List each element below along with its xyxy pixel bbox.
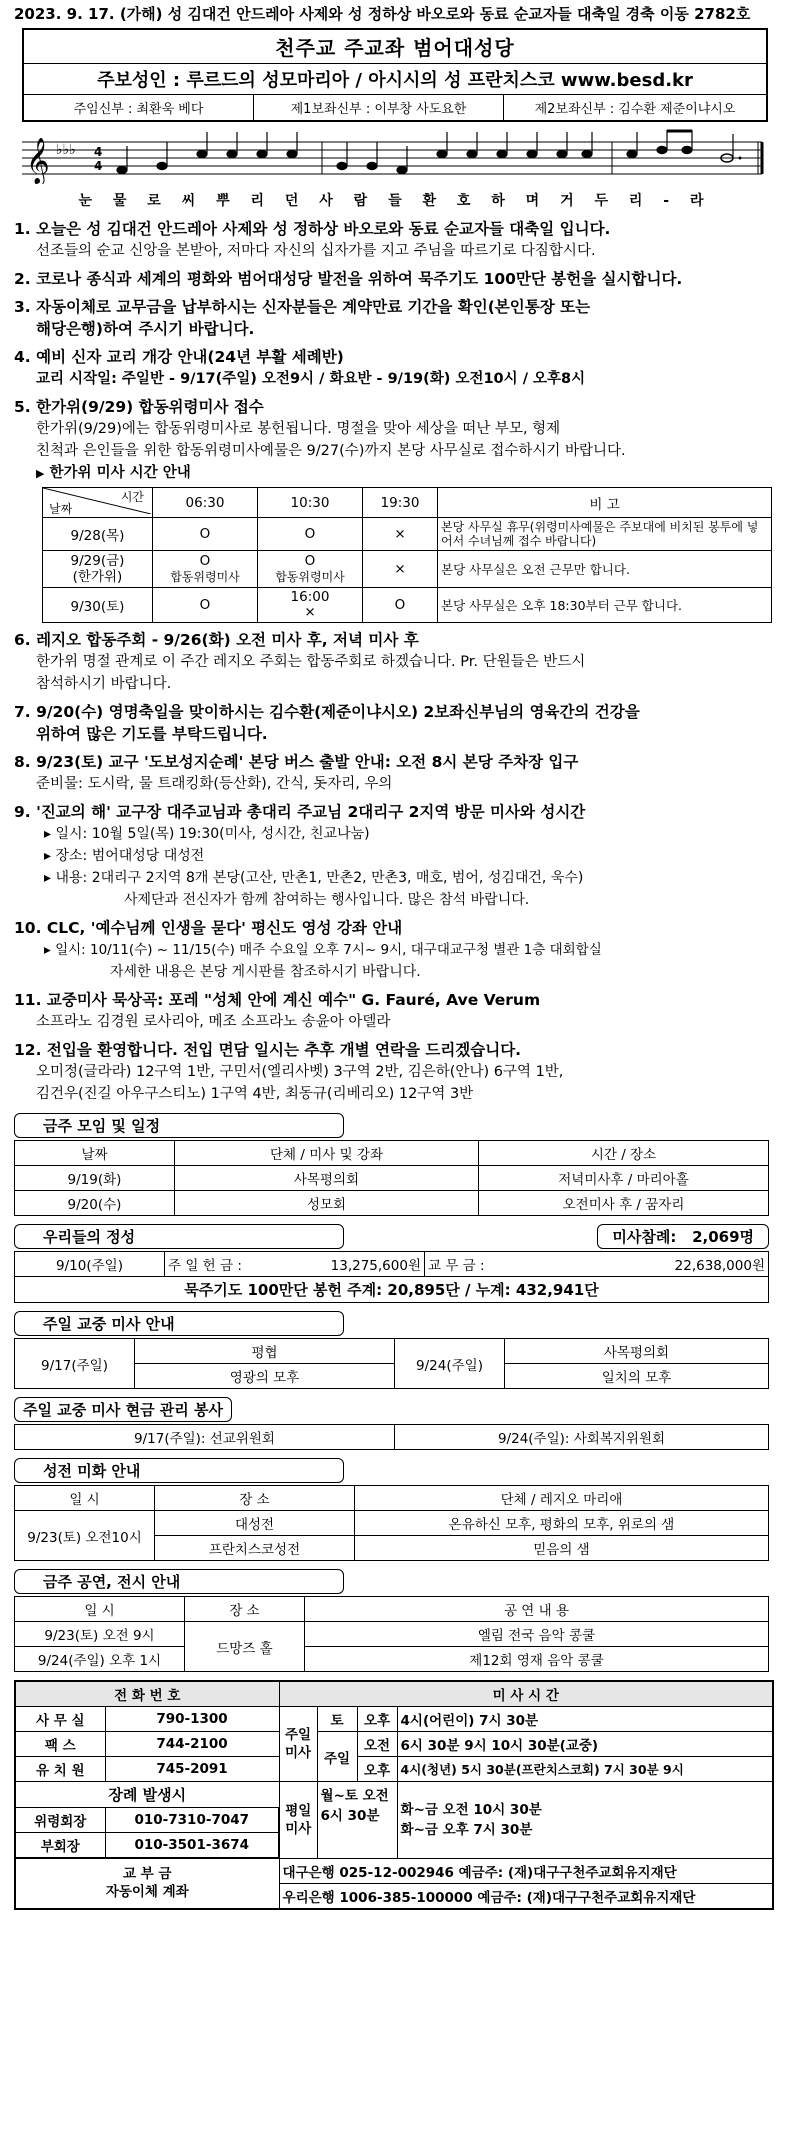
hymn-lyrics: 눈 물 로 씨 뿌 리 던 사 람 들 환 호 하 며 거 두 리 - 라 <box>78 193 712 209</box>
notice-title: CLC, '예수님께 인생을 묻다' 평신도 영성 강좌 안내 <box>46 919 403 937</box>
section-title: 주일 교중 미사 안내 <box>14 1311 344 1336</box>
notice-title: 코로나 종식과 세계의 평화와 범어대성당 발전을 위하여 묵주기도 100만단 봉헌을 실시합니다. <box>36 270 683 288</box>
notice-line: ▸ 일시: 10/11(수) ~ 11/15(수) 매주 수요일 오후 7시~ 9시, 대구대교구청 별관 1층 대회합실 <box>44 942 602 958</box>
bank-account: 대구은행 025-12-002946 예금주: (재)대구구천주교회유지재단 <box>279 1858 773 1883</box>
corner-cell: 시간 날짜 <box>43 488 153 518</box>
lector-section <box>14 1311 776 1389</box>
notice-body: 교리 시작일: 주일반 - 9/17(주일) 오전9시 / 화요반 - 9/19(화) 오전10시 / 오후8시 <box>36 371 586 387</box>
issue-line: 2023. 9. 17. (가해) 성 김대건 안드레아 사제와 성 정하상 바오로와 동료 순교자들 대축일 경축 이동 2782호 <box>14 5 751 23</box>
notice-title: 9/23(토) 교구 '도보성지순례' 본당 버스 출발 안내: 오전 8시 본당 주차장 입구 <box>36 753 579 771</box>
notice-10: 10. CLC, '예수님께 인생을 묻다' 평신도 영성 강좌 안내 ▸ 일시: 10/11(수) ~ 11/15(수) 매주 수요일 오후 7시~ 9시, 대구대교구청 별관 1층 대회합실 자세한 내용은 본당 게시판를 참조하시기 바랍니다. <box>14 917 776 983</box>
concert-table: 일 시 장 소 공 연 내 용 9/23(토) 오전 9시 드망즈 홀 엘림 전국 음악 콩쿨 9/24(주일) 오후 1시 제12회 영재 음악 콩쿨 <box>14 1596 769 1672</box>
notice-title-cont: 해당은행)하여 주시기 바랍니다. <box>36 320 255 338</box>
beautify-table: 일 시 장 소 단체 / 레지오 마리애 9/23(토) 오전10시 대성전 온유하신 모후, 평화의 모후, 위로의 샘 프란치스코성전 믿음의 샘 <box>14 1485 769 1561</box>
notice-body: 선조들의 순교 신앙을 본받아, 저마다 자신의 십자가를 지고 주님을 따르기로 다짐합시다. <box>36 243 596 259</box>
notice-line: ▸ 장소: 범어대성당 대성전 <box>44 848 205 864</box>
cash-section <box>14 1397 776 1450</box>
assistant-priest-2: 제2보좌신부 : 김수환 제준이냐시오 <box>534 102 736 117</box>
notice-title: '진교의 해' 교구장 대주교님과 총대리 주교님 2대리구 2지역 방문 미사와 성시간 <box>36 803 586 821</box>
notice-3: 3. 자동이체로 교무금을 납부하시는 신자분들은 계약만료 기간을 확인(본인통장 또는 해당은행)하여 주시기 바랍니다. <box>14 296 776 340</box>
notice-body-cont: 참석하시기 바랍니다. <box>36 676 172 692</box>
notice-title: 9/20(수) 영명축일을 맞이하시는 김수환(제준이냐시오) 2보좌신부님의 영육간의 건강을 <box>36 703 640 721</box>
notice-line: ▸ 내용: 2대리구 2지역 8개 본당(고산, 만촌1, 만촌2, 만촌3, 매호, 범어, 성김대건, 욱수) <box>44 870 584 886</box>
cash-table: 9/17(주일): 선교위원회 9/24(주일): 사회복지위원회 <box>14 1424 769 1450</box>
bulletin-header <box>22 28 768 122</box>
bank-account: 우리은행 1006-385-100000 예금주: (재)대구구천주교회유지재단 <box>279 1883 773 1909</box>
notice-1: 1. 오늘은 성 김대건 안드레아 사제와 성 정하상 바오로와 동료 순교자들 대축일 입니다. 선조들의 순교 신앙을 본받아, 저마다 자신의 십자가를 지고 주님을 따르기로 다짐합시다. <box>14 218 776 262</box>
table-row: 9/23(토) 오전10시 대성전 온유하신 모후, 평화의 모후, 위로의 샘 <box>15 1511 769 1536</box>
notice-title: 한가위(9/29) 합동위령미사 접수 <box>36 398 264 416</box>
notice-body: 한가위 명절 관계로 이 주간 레지오 주회는 합동주회로 하겠습니다. Pr. 단원들은 반드시 <box>36 654 586 670</box>
rosary-count: 묵주기도 100만단 봉헌 주계: 20,895단 / 누계: 432,941단 <box>15 1277 769 1303</box>
table-row: 프란치스코성전 믿음의 샘 <box>15 1536 769 1561</box>
notice-title: 레지오 합동주회 - 9/26(화) 오전 미사 후, 저녁 미사 후 <box>36 631 419 649</box>
notice-body-cont: 김건우(진길 아우구스티노) 1구역 4반, 최동규(리베리오) 12구역 3반 <box>36 1086 474 1102</box>
notice-line: 자세한 내용은 본당 게시판를 참조하시기 바랍니다. <box>110 964 421 980</box>
svg-text:♭♭♭: ♭♭♭ <box>56 142 76 158</box>
svg-text:4: 4 <box>94 159 103 173</box>
section-title: 금주 공연, 전시 안내 <box>14 1569 344 1594</box>
notice-8: 8. 9/23(토) 교구 '도보성지순례' 본당 버스 출발 안내: 오전 8시 본당 주차장 입구 준비물: 도시락, 물 트래킹화(등산화), 간식, 돗자리, 우의 <box>14 751 776 795</box>
notice-title: 자동이체로 교무금을 납부하시는 신자분들은 계약만료 기간을 확인(본인통장 또는 <box>36 298 591 316</box>
notice-7: 7. 9/20(수) 영명축일을 맞이하시는 김수환(제준이냐시오) 2보좌신부님의 영육간의 건강을 위하여 많은 기도를 부탁드립니다. <box>14 701 776 745</box>
table-row: 9/19(화) 사목평의회 저녁미사후 / 마리아홀 <box>15 1166 769 1191</box>
notice-4: 4. 예비 신자 교리 개강 안내(24년 부활 세례반) 교리 시작일: 주일반 - 9/17(주일) 오전9시 / 화요반 - 9/19(화) 오전10시 / 오후8시 <box>14 346 776 390</box>
notice-title: 예비 신자 교리 개강 안내(24년 부활 세례반) <box>36 348 344 366</box>
notice-body: 소프라노 김경원 로사리아, 메조 소프라노 송윤아 아델라 <box>36 1014 391 1030</box>
section-title: 금주 모임 및 일정 <box>14 1113 344 1138</box>
notice-line: 사제단과 전신자가 함께 참여하는 행사입니다. 많은 참석 바랍니다. <box>124 892 530 908</box>
notice-body-cont: 친척과 은인들을 위한 합동위령미사예물은 9/27(수)까지 본당 사무실로 접수하시기 바랍니다. <box>36 443 626 459</box>
notice-11: 11. 교중미사 묵상곡: 포레 "성체 안에 계신 예수" G. Fauré, Ave Verum 소프라노 김경원 로사리아, 메조 소프라노 송윤아 아델라 <box>14 989 776 1033</box>
notice-title-cont: 위하여 많은 기도를 부탁드립니다. <box>36 725 268 743</box>
section-title: 성전 미화 안내 <box>14 1458 344 1483</box>
notice-body: 준비물: 도시락, 물 트래킹화(등산화), 간식, 돗자리, 우의 <box>36 776 393 792</box>
section-title: 주일 교중 미사 현금 관리 봉사 <box>14 1397 232 1422</box>
section-title: 우리들의 정성 <box>14 1224 344 1249</box>
meetings-section <box>14 1113 776 1216</box>
table-row: 9/24(주일) 오후 1시 제12회 영재 음악 콩쿨 <box>15 1647 769 1672</box>
notice-line: ▸ 일시: 10월 5일(목) 19:30(미사, 성시간, 친교나눔) <box>44 826 370 842</box>
offering-section <box>14 1224 776 1303</box>
mass-attendance: 미사참례: 2,069명 <box>597 1224 769 1249</box>
assistant-priest-1: 제1보좌신부 : 이부창 사도요한 <box>254 95 504 120</box>
hangawi-mass-table: 시간 날짜 06:30 10:30 19:30 비 고 9/28(목) O O × 본당 사무실 휴무(위령미사예물은 주보대에 비치된 봉투에 넣어서 수녀님께 접수 바랍니다) 9/29(금) (한가위) O 합동위령미사 O 합동위령미사 × 본당 사무실은 오전 근무만 합니다. 9/30(토) O 16:00 × O 본당 사무실은 오후 18:30부터 근무 합니다. <box>42 487 772 623</box>
notice-title: 전입을 환영합니다. 전입 면담 일시는 추후 개별 연락을 드리겠습니다. <box>46 1041 522 1059</box>
svg-text:4: 4 <box>94 145 103 159</box>
lector-table: 9/17(주일) 평협 9/24(주일) 사목평의회 영광의 모후 일치의 모후 <box>14 1338 769 1389</box>
table-row: 9/30(토) O 16:00 × O 본당 사무실은 오후 18:30부터 근무 합니다. <box>43 588 772 623</box>
priest-row <box>24 95 766 120</box>
notice-6: 6. 레지오 합동주회 - 9/26(화) 오전 미사 후, 저녁 미사 후 한가위 명절 관계로 이 주간 레지오 주회는 합동주회로 하겠습니다. Pr. 단원들은 반드시 참석하시기 바랍니다. <box>14 629 776 695</box>
hangawi-sub-title: 한가위 미사 시간 안내 <box>49 465 191 481</box>
meetings-table: 날짜 단체 / 미사 및 강좌 시간 / 장소 9/19(화) 사목평의회 저녁미사후 / 마리아홀 9/20(수) 성모회 오전미사 후 / 꿈자리 <box>14 1140 769 1216</box>
beautify-section <box>14 1458 776 1561</box>
notice-2: 2. 코로나 종식과 세계의 평화와 범어대성당 발전을 위하여 묵주기도 100만단 봉헌을 실시합니다. <box>14 270 683 288</box>
notice-body: 한가위(9/29)에는 합동위령미사로 봉헌됩니다. 명절을 맞아 세상을 떠난 부모, 형제 <box>36 421 561 437</box>
music-staff <box>22 128 782 184</box>
patron-line: 주보성인 : 루르드의 성모마리아 / 아시시의 성 프란치스코 www.besd.kr <box>24 64 766 95</box>
table-row: 9/29(금) (한가위) O 합동위령미사 O 합동위령미사 × 본당 사무실은 오전 근무만 합니다. <box>43 551 772 588</box>
contact-mass-table: 전 화 번 호 미 사 시 간 사 무 실 790-1300 주일 미사 토 오후 4시(어린이) 7시 30분 팩 스 744-2100 주일 오전 6시 30분 9시 10시 30분(교중) 유 치 원 745-2091 오후 4시(청년) 5시 30분(프란치스코회) 7시 30분 9시 장례 발생시 평일 미사 월~토 오전 6시 30분 화~금 오전 10시 30분 화~금 오후 7시 30분 위령회장 010-7310-7047 부회장 010-3501-3674 교 부 금 자동이체 계좌 대구은행 025-12-002946 예금주: (재)대구구천주교회유지재단 우리은행 1006-385-100000 예금주: (재)대구구천주교회유지재단 <box>14 1680 774 1910</box>
notice-5: 5. 한가위(9/29) 합동위령미사 접수 한가위(9/29)에는 합동위령미사로 봉헌됩니다. 명절을 맞아 세상을 떠난 부모, 형제 친척과 은인들을 위한 합동위령미사예물은 9/27(수)까지 본당 사무실로 접수하시기 바랍니다. ▶ 한가위 미사 시간 안내 <box>14 396 776 485</box>
parish-title: 천주교 주교좌 범어대성당 <box>24 30 766 64</box>
table-row: 9/20(수) 성모회 오전미사 후 / 꿈자리 <box>15 1191 769 1216</box>
concert-section <box>14 1569 776 1672</box>
notice-12: 12. 전입을 환영합니다. 전입 면담 일시는 추후 개별 연락을 드리겠습니다. 오미정(글라라) 12구역 1반, 구민서(엘리사벳) 3구역 2반, 김은하(안나) 6구역 1반, 김건우(진길 아우구스티노) 1구역 4반, 최동규(리베리오) 12구역 3반 <box>14 1039 776 1105</box>
table-row: 9/28(목) O O × 본당 사무실 휴무(위령미사예물은 주보대에 비치된 봉투에 넣어서 수녀님께 접수 바랍니다) <box>43 518 772 551</box>
notice-body: 오미정(글라라) 12구역 1반, 구민서(엘리사벳) 3구역 2반, 김은하(안나) 6구역 1반, <box>36 1064 564 1080</box>
offering-table: 9/10(주일) 주 일 헌 금 : 13,275,600원 교 무 금 : 22,638,000원 묵주기도 100만단 봉헌 주계: 20,895단 / 누계: 432,941단 <box>14 1251 769 1303</box>
table-row: 9/23(토) 오전 9시 드망즈 홀 엘림 전국 음악 콩쿨 <box>15 1622 769 1647</box>
triangle-bullet-icon: ▶ <box>36 467 45 480</box>
notice-9: 9. '진교의 해' 교구장 대주교님과 총대리 주교님 2대리구 2지역 방문 미사와 성시간 ▸ 일시: 10월 5일(목) 19:30(미사, 성시간, 친교나눔) ▸ 장소: 범어대성당 대성전 ▸ 내용: 2대리구 2지역 8개 본당(고산, 만촌1, 만촌2, 만촌3, 매호, 범어, 성김대건, 욱수) 사제단과 전신자가 함께 참여하는 행사입니다. 많은 참석 바랍니다. <box>14 801 776 911</box>
pastor: 주임신부 : 최환욱 베다 <box>24 95 254 120</box>
svg-text:𝄞: 𝄞 <box>26 138 50 184</box>
notice-title: 교중미사 묵상곡: 포레 "성체 안에 계신 예수" G. Fauré, Ave Verum <box>46 991 541 1009</box>
notice-title: 오늘은 성 김대건 안드레아 사제와 성 정하상 바오로와 동료 순교자들 대축일 입니다. <box>36 220 611 238</box>
